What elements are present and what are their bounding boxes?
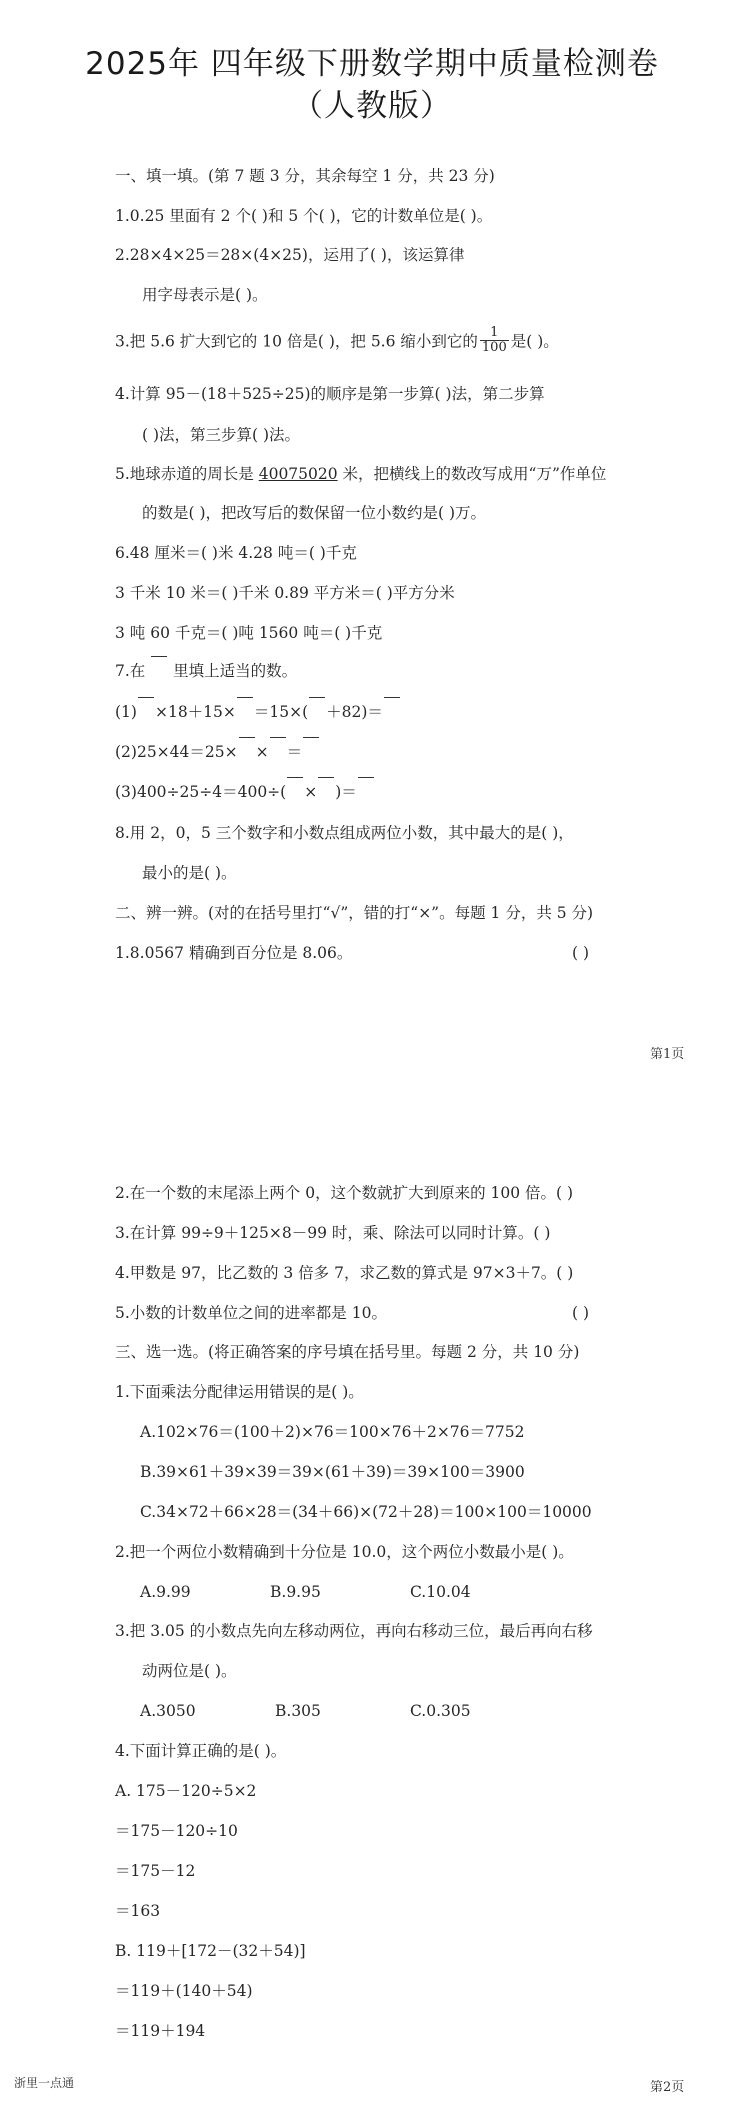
page-title: 2025年 四年级下册数学期中质量检测卷 [85, 46, 659, 82]
answer-box[interactable] [303, 737, 319, 739]
q7-3-text-b: × [304, 783, 318, 801]
question-1-8-line1: 8.用 2，0，5 三个数字和小数点组成两位小数，其中最大的是( )， [115, 824, 574, 842]
question-3-1: 1.下面乘法分配律运用错误的是( )。 [115, 1383, 364, 1401]
question-1-7-intro [115, 660, 297, 682]
question-2-4: 4.甲数是 97，比乙数的 3 倍多 7，求乙数的算式是 97×3＋7。( ) [115, 1264, 574, 1282]
section-1-heading: 一、填一填。(第 7 题 3 分，其余每空 1 分，共 23 分) [115, 167, 495, 185]
option-3-2-c: C.10.04 [410, 1583, 471, 1601]
question-1-6-line2: 3 千米 10 米＝( )千米 0.89 平方米＝( )平方分米 [115, 584, 455, 602]
answer-box[interactable] [138, 697, 154, 699]
answer-box[interactable] [318, 777, 334, 779]
question-1-3-text-b: 是( )。 [510, 332, 559, 351]
question-1-6-line1: 6.48 厘米＝( )米 4.28 吨＝( )千克 [115, 544, 357, 562]
fraction [480, 326, 509, 355]
question-1-7-pre: 7.在 [115, 662, 146, 680]
question-1-2-line2: 用字母表示是( )。 [142, 286, 268, 304]
option-3-4-a-step1: A. 175－120÷5×2 [115, 1782, 257, 1800]
question-1-4-line1: 4.计算 95－(18＋525÷25)的顺序是第一步算( )法，第二步算 [115, 385, 545, 403]
fraction-denominator: 100 [481, 340, 507, 355]
q7-2-text-c: ＝ [286, 743, 303, 761]
question-2-1: 1.8.0567 精确到百分位是 8.06。 [115, 944, 353, 962]
question-1-7-1 [115, 701, 401, 723]
q7-3-text-a: (3)400÷25÷4＝400÷( [115, 783, 287, 801]
question-1-3 [115, 325, 559, 357]
answer-box[interactable] [237, 697, 253, 699]
option-3-4-b-step1: B. 119＋[172－(32＋54)] [115, 1942, 306, 1960]
answer-box[interactable] [309, 697, 325, 699]
question-1-2-line1: 2.28×4×25＝28×(4×25)，运用了( )，该运算律 [115, 246, 465, 264]
answer-box[interactable] [358, 777, 374, 779]
q7-2-text-b: × [255, 743, 269, 761]
question-1-4-line2: ( )法，第三步算( )法。 [142, 426, 301, 444]
question-3-4: 4.下面计算正确的是( )。 [115, 1742, 287, 1760]
page-number: 第1页 [650, 1047, 685, 1062]
question-2-2: 2.在一个数的末尾添上两个 0，这个数就扩大到原来的 100 倍。( ) [115, 1184, 574, 1202]
option-3-4-a-step4: ＝163 [115, 1902, 161, 1920]
answer-paren: ( ) [572, 1304, 590, 1322]
section-3-heading: 三、选一选。(将正确答案的序号填在括号里。每题 2 分，共 10 分) [115, 1343, 580, 1361]
question-1-5-line1 [115, 463, 606, 485]
option-3-4-b-step2: ＝119＋(140＋54) [115, 1982, 253, 2000]
option-3-4-a-step3: ＝175－12 [115, 1862, 196, 1880]
question-1-7-2 [115, 741, 320, 763]
page-number: 第2页 [650, 2080, 685, 2095]
question-2-3: 3.在计算 99÷9＋125×8－99 时，乘、除法可以同时计算。( ) [115, 1224, 551, 1242]
question-1-5-post: 米，把横线上的数改写成用“万”作单位 [337, 465, 607, 483]
question-1-5-line2: 的数是( )，把改写后的数保留一位小数约是( )万。 [142, 504, 487, 522]
option-3-1-a: A.102×76＝(100＋2)×76＝100×76＋2×76＝7752 [140, 1423, 525, 1441]
q7-1-text-d: ＋82)＝ [326, 703, 383, 721]
option-3-4-a-step2: ＝175－120÷10 [115, 1822, 238, 1840]
question-1-6-line3: 3 吨 60 千克＝( )吨 1560 吨＝( )千克 [115, 624, 383, 642]
option-3-3-b: B.305 [275, 1702, 321, 1720]
answer-box[interactable] [287, 777, 303, 779]
option-3-2-b: B.9.95 [270, 1583, 321, 1601]
q7-1-text-b: ×18＋15× [154, 703, 236, 721]
question-1-5-pre: 5.地球赤道的周长是 [115, 465, 259, 483]
section-2-heading: 二、辨一辨。(对的在括号里打“√”，错的打“×”。每题 1 分，共 5 分) [115, 904, 594, 922]
question-1-3-text-a: 3.把 5.6 扩大到它的 10 倍是( )，把 5.6 缩小到它的 [115, 332, 478, 351]
question-3-3-line2: 动两位是( )。 [142, 1662, 237, 1680]
question-1-1: 1.0.25 里面有 2 个( )和 5 个( )，它的计数单位是( )。 [115, 207, 493, 225]
question-3-3-line1: 3.把 3.05 的小数点先向左移动两位，再向右移动三位，最后再向右移 [115, 1622, 593, 1640]
option-3-3-c: C.0.305 [410, 1702, 471, 1720]
answer-box[interactable] [239, 737, 255, 739]
question-3-2: 2.把一个两位小数精确到十分位是 10.0，这个两位小数最小是( )。 [115, 1543, 574, 1561]
answer-box[interactable] [270, 737, 286, 739]
footer-brand: 浙里一点通 [14, 2076, 75, 2090]
question-1-7-post: 里填上适当的数。 [173, 662, 298, 680]
underlined-number: 40075020 [258, 465, 338, 483]
option-3-4-b-step3: ＝119＋194 [115, 2022, 206, 2040]
answer-paren: ( ) [572, 944, 590, 962]
question-1-7-3 [115, 781, 375, 803]
question-1-8-line2: 最小的是( )。 [142, 864, 237, 882]
q7-3-text-c: )＝ [335, 783, 357, 801]
answer-box[interactable] [384, 697, 400, 699]
question-2-5: 5.小数的计数单位之间的进率都是 10。 [115, 1304, 387, 1322]
fraction-numerator: 1 [480, 326, 509, 341]
option-3-1-c: C.34×72＋66×28＝(34＋66)×(72＋28)＝100×100＝10000 [140, 1503, 592, 1521]
page-subtitle: （人教版） [292, 88, 452, 124]
option-3-3-a: A.3050 [140, 1702, 196, 1720]
option-3-2-a: A.9.99 [140, 1583, 191, 1601]
option-3-1-b: B.39×61＋39×39＝39×(61＋39)＝39×100＝3900 [140, 1463, 525, 1481]
q7-1-label: (1) [115, 703, 137, 721]
q7-1-text-c: ＝15×( [253, 703, 309, 721]
q7-2-text-a: (2)25×44＝25× [115, 743, 238, 761]
answer-box[interactable] [151, 656, 167, 658]
